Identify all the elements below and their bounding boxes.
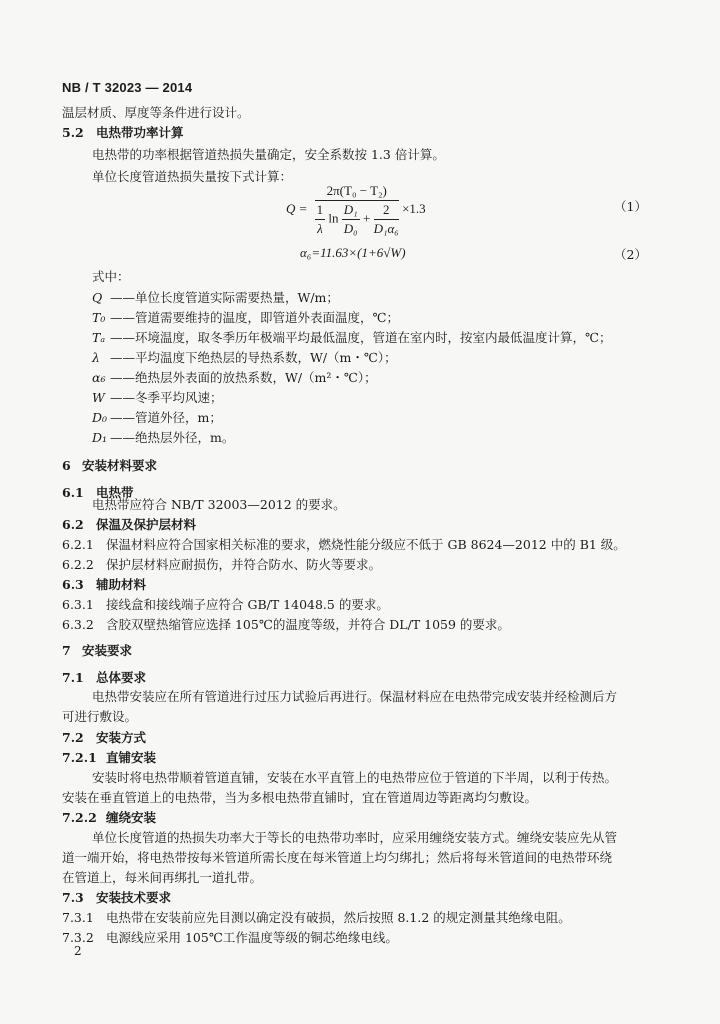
definition-text: ——绝热层外径，m。 xyxy=(110,430,235,445)
paragraph: 在管道上，每米间再绑扎一道扎带。 xyxy=(62,870,263,885)
section-5-2-heading xyxy=(62,124,184,142)
section-title: 保温及保护层材料 xyxy=(96,517,197,532)
continued-text: 温层材质、厚度等条件进行设计。 xyxy=(62,105,250,120)
clause-number: 6.2.2 xyxy=(62,557,94,572)
fraction-2-over-d1a xyxy=(374,202,399,237)
main-fraction xyxy=(315,183,399,237)
paragraph: 电热带的功率根据管道热损失量确定，安全系数按 1.3 倍计算。 xyxy=(92,147,445,162)
definition-item xyxy=(92,389,223,407)
ln-label: ln xyxy=(328,210,339,226)
frac-den: λ xyxy=(317,221,323,236)
equation-1 xyxy=(286,183,426,237)
symbol: Q xyxy=(92,290,103,305)
section-title: 直铺安装 xyxy=(106,750,157,765)
definition-text: ——单位长度管道实际需要热量，W/m； xyxy=(110,290,339,305)
definition-text: ——环境温度，取冬季历年极端平均最低温度，管道在室内时，按室内最低温度计算，℃； xyxy=(110,330,612,345)
paragraph: 安装时将电热带顺着管道直铺，安装在水平直管上的电热带应位于管道的下半周，以利于传热。 xyxy=(92,770,618,785)
definition-item xyxy=(92,349,397,367)
clause-number: 6.3.2 xyxy=(62,617,94,632)
standard-code-header: NB / T 32023 — 2014 xyxy=(62,80,193,95)
frac-num: D₁ xyxy=(342,202,360,220)
section-number: 6.2 xyxy=(62,517,84,532)
clause-number: 7.3.1 xyxy=(62,910,94,925)
paragraph: 可进行敷设。 xyxy=(62,709,138,724)
section-number: 7 xyxy=(62,643,71,658)
clause-7-3-2 xyxy=(62,929,398,947)
section-6-heading xyxy=(62,457,157,475)
fraction-d1-d0 xyxy=(342,202,360,237)
definition-text: ——平均温度下绝热层的导热系数，W/（m・℃）； xyxy=(110,350,397,365)
clause-number: 6.3.1 xyxy=(62,597,94,612)
symbol: Tₐ xyxy=(92,330,106,345)
equation-lhs: Q = xyxy=(286,200,308,216)
section-title: 安装方式 xyxy=(96,730,147,745)
definition-text: ——绝热层外表面的放热系数，W/（m²・℃）； xyxy=(110,370,377,385)
equation-number-1: （1） xyxy=(614,199,647,214)
frac-den: D₁α₆ xyxy=(373,221,399,236)
section-title: 缠绕安装 xyxy=(106,810,157,825)
paragraph: 安装在垂直管道上的电热带，当为多根电热带直铺时，宜在管道周边等距离均匀敷设。 xyxy=(62,790,538,805)
clause-7-3-1 xyxy=(62,909,571,927)
section-number: 6.3 xyxy=(62,577,84,592)
section-number: 7.1 xyxy=(62,670,84,685)
symbol: W xyxy=(92,390,105,405)
numerator: 2π(T₀ − T₂) xyxy=(315,183,399,201)
clause-number: 7.3.2 xyxy=(62,930,94,945)
definition-item xyxy=(92,289,339,307)
clause-text: 接线盒和接线端子应符合 GB/T 14048.5 的要求。 xyxy=(106,597,389,612)
clause-text: 保护层材料应耐损伤，并符合防水、防火等要求。 xyxy=(106,557,382,572)
symbol: D₁ xyxy=(92,430,108,445)
section-title: 安装要求 xyxy=(82,643,133,658)
definition-item xyxy=(92,429,234,447)
clause-text: 保温材料应符合国家相关标准的要求，燃烧性能分级应不低于 GB 8624—2012 中的 B1 级。 xyxy=(106,537,626,552)
section-number: 7.2 xyxy=(62,730,84,745)
section-6-2-heading xyxy=(62,516,196,534)
section-title: 安装材料要求 xyxy=(82,458,158,473)
section-number: 7.2.1 xyxy=(62,750,97,765)
clause-6-2-1 xyxy=(62,536,626,554)
section-title: 电热带功率计算 xyxy=(96,125,184,140)
clause-6-3-2 xyxy=(62,616,510,634)
section-number: 5.2 xyxy=(62,125,84,140)
paragraph: 单位长度管道的热损失功率大于等长的电热带功率时，应采用缠绕安装方式。缠绕安装应先从管 xyxy=(92,830,618,845)
multiplier: ×1.3 xyxy=(402,200,426,216)
section-7-1-heading xyxy=(62,669,146,687)
clause-text: 电源线应采用 105℃工作温度等级的铜芯绝缘电线。 xyxy=(106,930,398,945)
paragraph: 电热带安装应在所有管道进行过压力试验后再进行。保温材料应在电热带完成安装并经检测后方 xyxy=(92,689,618,704)
definition-item xyxy=(92,409,222,427)
clause-6-2-2 xyxy=(62,556,381,574)
where-label: 式中： xyxy=(92,269,130,284)
section-7-3-heading xyxy=(62,889,171,907)
symbol: α₆ xyxy=(92,370,106,385)
equation-number-2: （2） xyxy=(614,247,647,262)
symbol: λ xyxy=(92,350,100,365)
symbol: D₀ xyxy=(92,410,108,425)
equation-2: α₆=11.63×(1+6√W) xyxy=(300,245,406,260)
definition-item xyxy=(92,309,399,327)
clause-6-3-1 xyxy=(62,596,389,614)
section-7-2-2-heading xyxy=(62,809,156,827)
section-title: 辅助材料 xyxy=(96,577,147,592)
section-number: 6.1 xyxy=(62,485,84,500)
page-number: 2 xyxy=(74,944,82,958)
definition-item xyxy=(92,329,612,347)
symbol: T₀ xyxy=(92,310,106,325)
paragraph: 道一端开始，将电热带按每米管道所需长度在每米管道上均匀绑扎；然后将每米管道间的电热带环绕 xyxy=(62,850,613,865)
section-7-2-1-heading xyxy=(62,749,156,767)
clause-number: 6.2.1 xyxy=(62,537,94,552)
clause-text: 电热带在安装前应先目测以确定没有破损，然后按照 8.1.2 的规定测量其绝缘电阻。 xyxy=(106,910,571,925)
fraction-1-over-lambda xyxy=(315,202,326,237)
section-title: 电热带 xyxy=(96,485,134,500)
section-7-2-heading xyxy=(62,729,146,747)
definition-text: ——管道外径，m； xyxy=(110,410,222,425)
paragraph: 单位长度管道热损失量按下式计算： xyxy=(92,169,293,184)
section-6-3-heading xyxy=(62,576,146,594)
frac-den: D₀ xyxy=(343,221,358,236)
section-number: 7.3 xyxy=(62,890,84,905)
plus-sign: + xyxy=(362,210,371,226)
section-number: 7.2.2 xyxy=(62,810,97,825)
definition-text: ——管道需要维持的温度，即管道外表面温度，℃； xyxy=(110,310,399,325)
section-title: 安装技术要求 xyxy=(96,890,172,905)
frac-num: 1 xyxy=(315,202,326,220)
section-7-heading xyxy=(62,642,132,660)
section-number: 6 xyxy=(62,458,71,473)
definition-item xyxy=(92,369,377,387)
definition-text: ——冬季平均风速； xyxy=(110,390,223,405)
paragraph: 电热带应符合 NB/T 32003—2012 的要求。 xyxy=(92,497,346,512)
denominator xyxy=(315,201,399,237)
clause-text: 含胶双壁热缩管应选择 105℃的温度等级，并符合 DL/T 1059 的要求。 xyxy=(106,617,510,632)
frac-num: 2 xyxy=(374,202,399,220)
section-title: 总体要求 xyxy=(96,670,147,685)
